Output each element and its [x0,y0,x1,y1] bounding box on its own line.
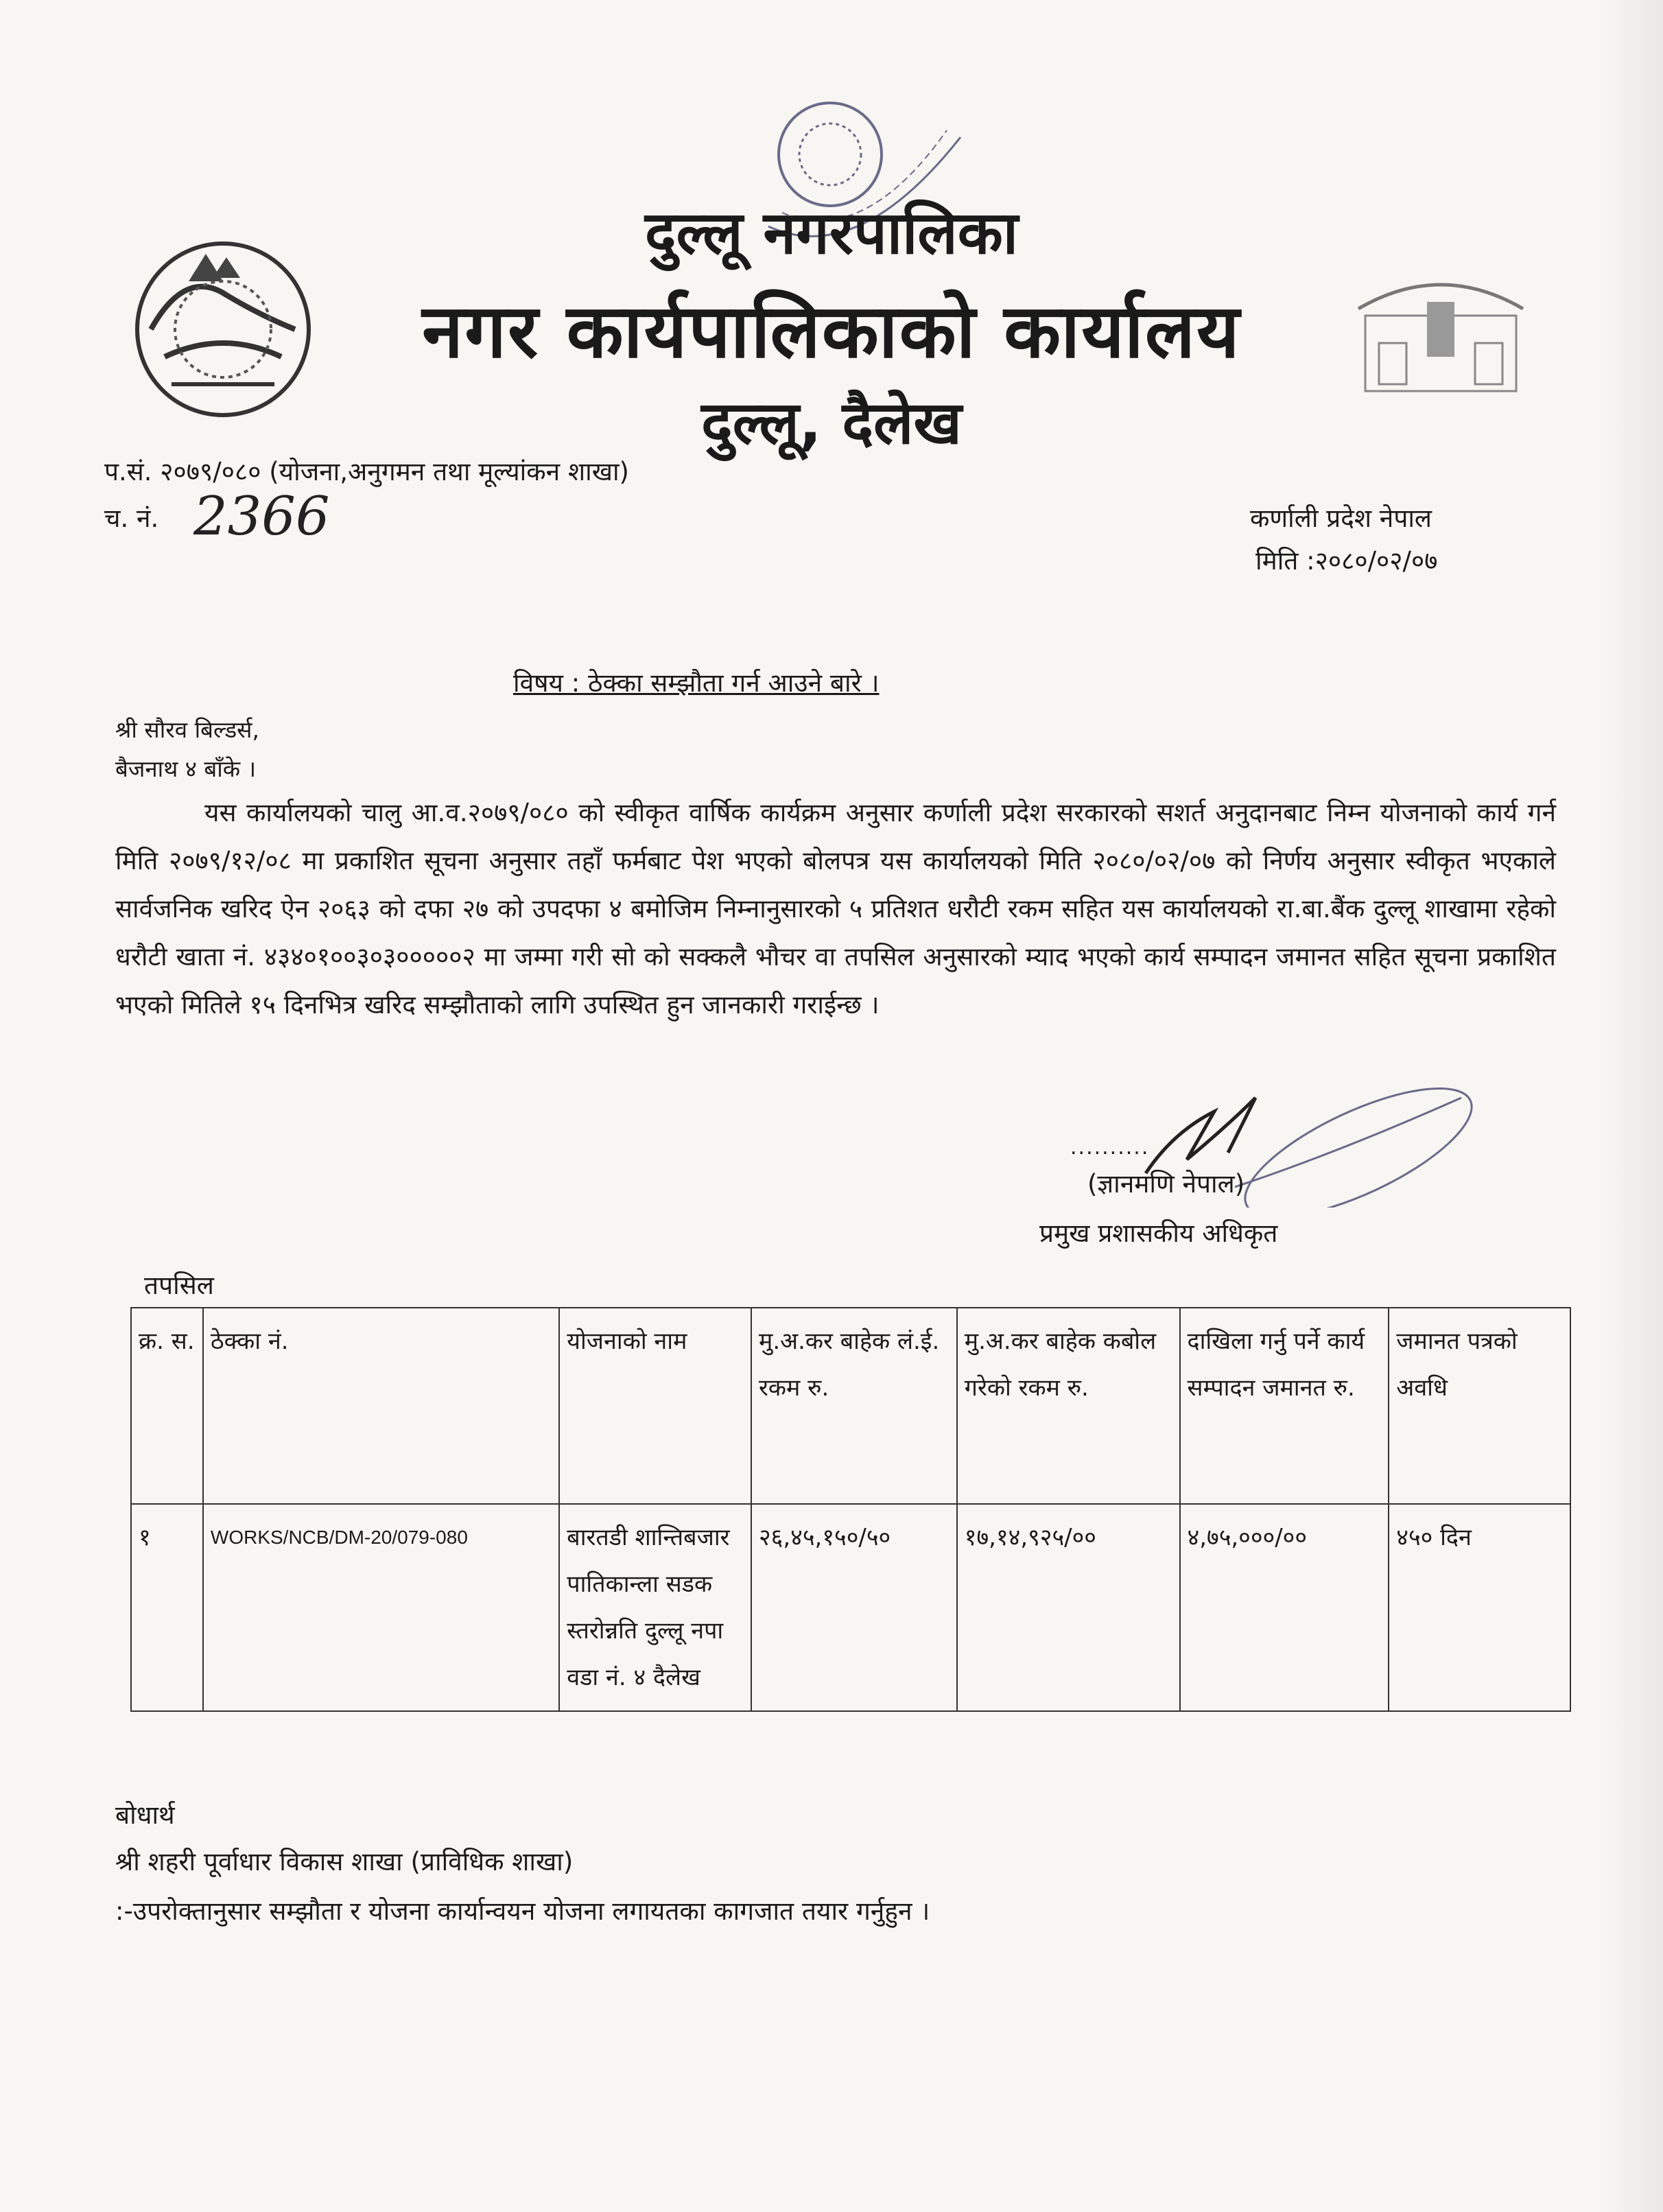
office-location: दुल्लू, दैलेख [701,389,962,458]
letter-body [115,789,1556,1029]
province-label: कर्णाली प्रदेश नेपाल [1250,504,1432,533]
reference-number: प.सं. २०७९/०८० (योजना,अनुगमन तथा मूल्यांकन शाखा) [104,457,629,486]
municipality-name: दुल्लू नगरपालिका [644,199,1019,268]
header-validity: जमानत पत्रको अवधि [1389,1308,1570,1504]
table-row [131,1504,1570,1711]
cell-project: बारतडी शान्तिबजार पातिकान्ला सडक स्तरोन्नति दुल्लू नपा वडा नं. ४ दैलेख [559,1504,751,1711]
addressee-name: श्री सौरव बिल्डर्स, [115,716,259,743]
cell-contract-no: WORKS/NCB/DM-20/079-080 [203,1504,559,1711]
header-bid-amount: मु.अ.कर बाहेक कबोल गरेको रकम रु. [957,1308,1180,1504]
contract-table [130,1307,1571,1712]
header-contract-no: ठेक्का नं. [203,1308,559,1504]
signature-dots: .......... [1070,1136,1150,1160]
cell-validity: ४५० दिन [1389,1504,1570,1711]
letter-date: मिति :२०८०/०२/०७ [1255,546,1438,576]
cell-sn: १ [131,1504,203,1711]
header-project-name: योजनाको नाम [559,1308,751,1504]
dispatch-number-label: च. नं. [104,504,159,533]
cc-instruction: :-उपरोक्तानुसार सम्झौता र योजना कार्यान्वयन योजना लगायतका कागजात तयार गर्नुहुन । [115,1896,930,1926]
cc-recipient: श्री शहरी पूर्वाधार विकास शाखा (प्राविधिक शाखा) [115,1847,574,1876]
signatory-title: प्रमुख प्रशासकीय अधिकृत [1039,1219,1278,1248]
dispatch-number-value: 2366 [193,486,330,548]
cell-bid: १७,१४,९२५/०० [957,1504,1180,1711]
header-estimate: मु.अ.कर बाहेक लं.ई. रकम रु. [751,1308,957,1504]
office-name: नगर कार्यपालिकाको कार्यालय [422,289,1241,375]
table-header-row [131,1308,1570,1504]
cell-guarantee: ४,७५,०००/०० [1180,1504,1389,1711]
header-sn: क्र. स. [131,1308,203,1504]
signatory-name: (ज्ञानमणि नेपाल) [1087,1169,1245,1199]
subject-line: विषय : ठेक्का सम्झौता गर्न आउने बारे । [513,668,880,698]
header-guarantee: दाखिला गर्नु पर्ने कार्य सम्पादन जमानत रु. [1180,1308,1389,1504]
cell-estimate: २६,४५,१५०/५० [751,1504,957,1711]
addressee-address: बैजनाथ ४ बाँके । [115,755,257,782]
table-caption: तपसिल [144,1271,214,1300]
body-paragraph: यस कार्यालयको चालु आ.व.२०७९/०८० को स्वीकृत वार्षिक कार्यक्रम अनुसार कर्णाली प्रदेश सरकारको सशर्त अनुदानबाट निम्न योजनाको कार्य गर्न मिति २०७९/१२/०८ मा प्रकाशित सूचना अनुसार तहाँ फर्मबाट पेश भएको बोलपत्र यस कार्यालयको मिति २०८०/०२/०७ को निर्णय अनुसार स्वीकृत भएकाले सार्वजनिक खरिद ऐन २०६३ को दफा २७ को उपदफा ४ बमोजिम निम्नानुसारको ५ प्रतिशत धरौटी रकम सहित यस कार्यालयको रा.बा.बैंक दुल्लू शाखामा रहेको धरौटी खाता नं. ४३४०१००३०३०००००२ मा जम्मा गरी सो को सक्कलै भौचर वा तपसिल अनुसारको म्याद भएको कार्य सम्पादन जमानत सहित सूचना प्रकाशित भएको मितिले १५ दिनभित्र खरिद सम्झौताको लागि उपस्थित हुन जानकारी गराईन्छ । [115,798,1556,1020]
cc-label: बोधार्थ [115,1800,175,1830]
